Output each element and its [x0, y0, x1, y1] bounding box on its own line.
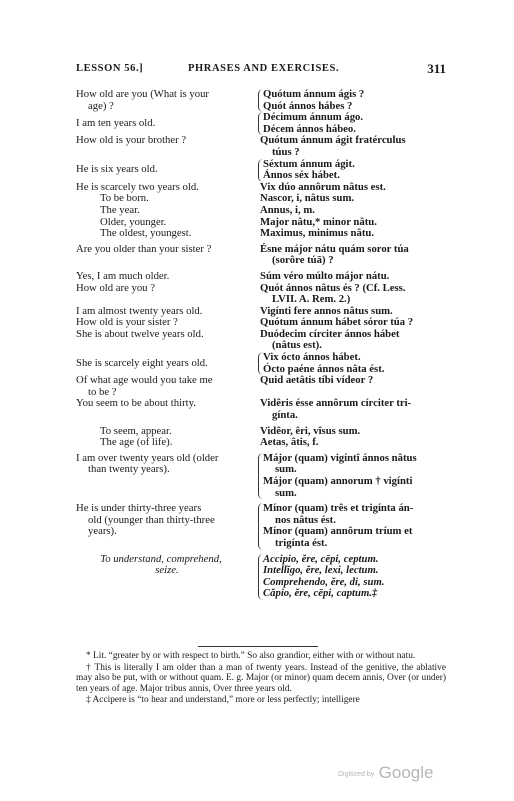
english-phrase	[76, 228, 248, 240]
phrase-row	[76, 352, 446, 375]
lesson-label: LESSON 56.]	[76, 63, 144, 74]
latin-brace-group	[258, 554, 446, 600]
latin-line: Accipio, ĕre, cēpi, ceptum.	[263, 552, 379, 565]
latin-line: Nascor, i, nâtus sum.	[260, 192, 355, 205]
latin-line: nos nâtus ést.	[275, 513, 336, 526]
latin-translation	[248, 398, 446, 421]
latin-line: Maximus, minimus nâtu.	[260, 227, 375, 240]
latin-line: trigínta ést.	[275, 536, 328, 549]
english-line: To seem, appear.	[100, 424, 172, 437]
latin-line: (sorôre túā) ?	[272, 254, 334, 267]
latin-line: Duódecim círciter ánnos hábet	[260, 327, 400, 340]
latin-line: Vix dúo annôrum nâtus est.	[260, 180, 386, 193]
latin-line: Ésne májor nátu quám soror túa	[260, 242, 409, 255]
english-phrase	[76, 118, 248, 130]
latin-line: Major nâtu,* minor nâtu.	[260, 215, 377, 228]
latin-translation	[248, 271, 446, 283]
english-line: to be ?	[88, 385, 117, 398]
latin-brace-group	[258, 352, 446, 375]
english-phrase	[76, 375, 248, 398]
latin-line: Quótum ánnum ágis ?	[263, 88, 365, 100]
english-phrase	[76, 554, 248, 577]
english-line: Are you older than your sister ?	[76, 242, 212, 255]
english-line: I am almost twenty years old.	[76, 304, 203, 317]
latin-line: Vix ócto ánnos hábet.	[263, 351, 361, 364]
english-line: How old are you ?	[76, 281, 155, 294]
english-phrase	[76, 453, 248, 476]
english-line: Of what age would you take me	[76, 374, 213, 387]
phrase-row	[76, 244, 446, 267]
english-line: Yes, I am much older.	[76, 269, 170, 282]
phrase-row	[76, 503, 446, 549]
latin-brace-group	[258, 503, 446, 549]
english-line: To understand, comprehend,	[100, 552, 222, 565]
latin-line: Căpio, ĕre, cēpi, captum.‡	[263, 587, 378, 600]
phrase-row	[76, 112, 446, 135]
english-line: The year.	[100, 203, 140, 216]
latin-translation	[248, 205, 446, 217]
english-line: To be born.	[100, 192, 149, 205]
english-line: He is scarcely two years old.	[76, 180, 199, 193]
english-phrase	[76, 271, 248, 283]
latin-line: Súm véro múlto májor nátu.	[260, 269, 390, 282]
latin-line: Séxtum ánnum ágit.	[263, 157, 355, 170]
latin-line: (nâtus est).	[272, 339, 322, 352]
phrase-row	[76, 228, 446, 240]
english-line: seize.	[155, 564, 179, 577]
footnotes	[76, 651, 446, 706]
english-phrase	[76, 89, 248, 112]
phrase-row	[76, 205, 446, 217]
english-phrase	[76, 283, 248, 295]
english-line: How old are you (What is your	[76, 88, 209, 100]
english-line: I am ten years old.	[76, 116, 156, 129]
latin-line: Vigínti fere annos nâtus sum.	[260, 304, 393, 317]
running-header	[76, 63, 446, 79]
latin-brace-group	[258, 89, 446, 112]
latin-line: Comprehendo, ĕre, di, sum.	[263, 575, 385, 588]
latin-line: Mínor (quam) annôrum tríum et	[263, 525, 413, 538]
english-line: than twenty years).	[88, 463, 170, 476]
phrase-row	[76, 437, 446, 449]
phrase-row	[76, 375, 446, 398]
english-line: He is under thirty-three years	[76, 502, 202, 515]
latin-line: Ánnos séx hábet.	[263, 169, 340, 182]
phrase-row	[76, 135, 446, 158]
latin-brace-group	[258, 453, 446, 499]
latin-line: Annus, i, m.	[260, 203, 315, 216]
english-line: How old is your brother ?	[76, 134, 187, 147]
latin-line: Májor (quam) vigíntî ánnos nâtus	[263, 451, 417, 464]
english-phrase	[76, 329, 248, 341]
english-line: The age (of life).	[100, 436, 173, 449]
latin-line: Quótum ánnum hábet sóror túa ?	[260, 316, 414, 329]
latin-translation	[248, 244, 446, 267]
english-line: She is about twelve years old.	[76, 327, 204, 340]
english-line: You seem to be about thirty.	[76, 397, 196, 410]
latin-line: Intellĭgo, ĕre, lexi, lectum.	[263, 564, 379, 577]
english-line: old (younger than thirty-three	[88, 513, 215, 526]
latin-line: gínta.	[272, 409, 298, 422]
latin-line: Vidêor, êri, vîsus sum.	[260, 424, 361, 437]
latin-line: Quót ánnos hábes ?	[263, 99, 353, 112]
latin-line: Quid aetâtis tíbi vídeor ?	[260, 374, 374, 387]
latin-line: Décimum ánnum ágo.	[263, 111, 364, 124]
footnote: * Lit. “greater by or with respect to birth.” So also grandior, either with or without natu.	[86, 651, 416, 661]
phrase-row	[76, 271, 446, 283]
footnote: ‡ Accipere is “to hear and understand,” more or less perfectly; intelligere	[86, 695, 360, 706]
english-line: She is scarcely eight years old.	[76, 356, 208, 369]
latin-line: Ócto paéne ánnos nâta ést.	[263, 362, 385, 375]
english-phrase	[76, 503, 248, 538]
phrase-table	[76, 89, 446, 600]
watermark-brand: Google	[378, 763, 434, 782]
english-line: I am over twenty years old (older	[76, 451, 219, 464]
latin-brace-group	[258, 112, 446, 135]
latin-line: Mínor (quam) três et trigínta án-	[263, 502, 414, 515]
english-phrase	[76, 358, 248, 370]
english-phrase	[76, 164, 248, 176]
english-line: The oldest, youngest.	[100, 227, 192, 240]
latin-translation	[248, 283, 446, 306]
phrase-row	[76, 329, 446, 352]
english-line: years).	[88, 525, 117, 538]
latin-line: Aetas, âtis, f.	[260, 436, 319, 449]
latin-line: Décem ánnos hábeo.	[263, 122, 356, 135]
english-line: Older, younger.	[100, 215, 167, 228]
footnote: † This is literally I am older than a man of twenty years. Instead of the genitive, the ablative may also be put, with or without quam. E. g. Major (or minor) quam decem annis, Over (or under) ten years of age. Major tribus annis, Over three years old.	[76, 662, 446, 694]
page-number: 311	[427, 61, 446, 76]
latin-translation	[248, 329, 446, 352]
english-line: How old is your sister ?	[76, 316, 178, 329]
latin-line: Májor (quam) annorum † vigínti	[263, 475, 413, 487]
phrase-row	[76, 398, 446, 421]
latin-line: LVII. A. Rem. 2.)	[272, 293, 351, 306]
latin-translation	[248, 228, 446, 240]
latin-translation	[248, 437, 446, 449]
phrase-row	[76, 453, 446, 499]
english-line: He is six years old.	[76, 163, 158, 176]
latin-line: túus ?	[272, 145, 300, 158]
phrase-row	[76, 159, 446, 182]
english-phrase	[76, 244, 248, 256]
latin-line: Vidêris ésse annôrum círciter tri-	[260, 397, 412, 410]
footnote-rule	[198, 646, 318, 647]
latin-translation	[248, 375, 446, 387]
phrase-row	[76, 554, 446, 600]
latin-line: Quót ánnos nâtus és ? (Cf. Less.	[260, 281, 406, 294]
english-phrase	[76, 437, 248, 449]
english-line: age) ?	[88, 99, 114, 112]
latin-line: sum.	[275, 486, 297, 499]
english-phrase	[76, 205, 248, 217]
watermark-prefix: Digitized by	[338, 771, 375, 778]
latin-line: Quótum ánnum ágit fratérculus	[260, 134, 406, 147]
latin-translation	[248, 135, 446, 158]
english-phrase	[76, 135, 248, 147]
english-phrase	[76, 398, 248, 410]
digitized-watermark	[338, 763, 433, 783]
phrase-row	[76, 89, 446, 112]
latin-brace-group	[258, 159, 446, 182]
running-title: PHRASES AND EXERCISES.	[188, 63, 340, 74]
phrase-row	[76, 283, 446, 306]
latin-line: sum.	[275, 463, 297, 476]
